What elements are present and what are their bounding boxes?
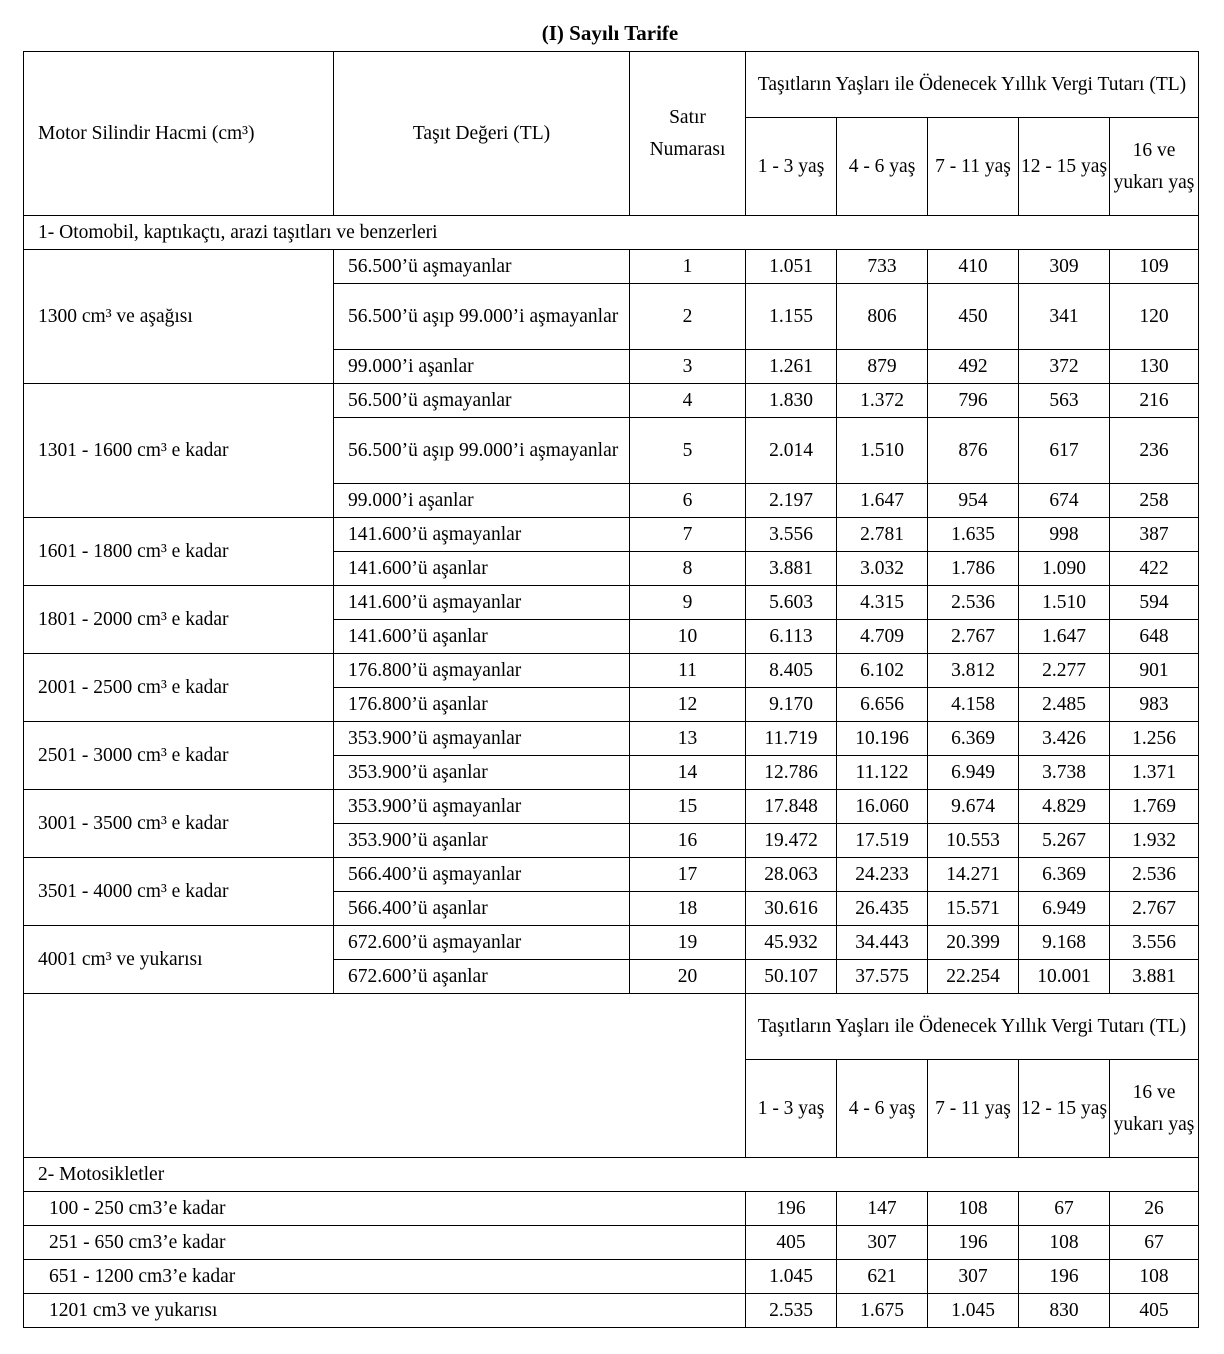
tax-cell: 14.271 — [928, 858, 1019, 892]
tax-cell: 617 — [1019, 418, 1110, 484]
tax-cell: 1.510 — [837, 418, 928, 484]
tax-cell: 108 — [1019, 1226, 1110, 1260]
tax-cell: 1.635 — [928, 518, 1019, 552]
tax-cell: 621 — [837, 1260, 928, 1294]
engine-cell: 1201 cm3 ve yukarısı — [24, 1294, 746, 1328]
tax-cell: 24.233 — [837, 858, 928, 892]
tax-cell: 3.881 — [1110, 960, 1199, 994]
tax-cell: 4.315 — [837, 586, 928, 620]
header-age-4: 12 - 15 yaş — [1019, 118, 1110, 216]
tax-cell: 108 — [928, 1192, 1019, 1226]
row-number-cell: 16 — [630, 824, 746, 858]
tax-cell: 1.261 — [746, 350, 837, 384]
tax-cell: 10.001 — [1019, 960, 1110, 994]
value-cell: 141.600’ü aşmayanlar — [334, 518, 630, 552]
tax-cell: 806 — [837, 284, 928, 350]
tax-cell: 998 — [1019, 518, 1110, 552]
tax-cell: 2.767 — [1110, 892, 1199, 926]
row-number-cell: 2 — [630, 284, 746, 350]
tax-cell: 307 — [837, 1226, 928, 1260]
tax-cell: 236 — [1110, 418, 1199, 484]
row-number-cell: 15 — [630, 790, 746, 824]
header-age-3: 7 - 11 yaş — [928, 1060, 1019, 1158]
tax-cell: 1.830 — [746, 384, 837, 418]
tax-cell: 796 — [928, 384, 1019, 418]
tax-cell: 34.443 — [837, 926, 928, 960]
tax-cell: 2.535 — [746, 1294, 837, 1328]
tax-cell: 6.369 — [1019, 858, 1110, 892]
tax-cell: 1.371 — [1110, 756, 1199, 790]
value-cell: 99.000’i aşanlar — [334, 484, 630, 518]
value-cell: 353.900’ü aşmayanlar — [334, 790, 630, 824]
tax-cell: 2.536 — [928, 586, 1019, 620]
header-age-2: 4 - 6 yaş — [837, 118, 928, 216]
engine-cell: 1801 - 2000 cm³ e kadar — [24, 586, 334, 654]
section-2-title: 2- Motosikletler — [24, 1158, 1199, 1192]
blank-cell — [24, 994, 746, 1158]
value-cell: 353.900’ü aşanlar — [334, 756, 630, 790]
tax-cell: 196 — [1019, 1260, 1110, 1294]
engine-cell: 651 - 1200 cm3’e kadar — [24, 1260, 746, 1294]
tax-cell: 1.090 — [1019, 552, 1110, 586]
tax-cell: 9.170 — [746, 688, 837, 722]
tax-cell: 372 — [1019, 350, 1110, 384]
row-number-cell: 20 — [630, 960, 746, 994]
engine-cell: 1601 - 1800 cm³ e kadar — [24, 518, 334, 586]
header-ages-group: Taşıtların Yaşları ile Ödenecek Yıllık Vergi Tutarı (TL) — [746, 52, 1199, 118]
tax-cell: 954 — [928, 484, 1019, 518]
header-value: Taşıt Değeri (TL) — [334, 52, 630, 216]
tax-cell: 3.032 — [837, 552, 928, 586]
tax-cell: 4.829 — [1019, 790, 1110, 824]
tax-cell: 120 — [1110, 284, 1199, 350]
tax-cell: 26 — [1110, 1192, 1199, 1226]
tax-cell: 11.719 — [746, 722, 837, 756]
tax-cell: 6.656 — [837, 688, 928, 722]
value-cell: 672.600’ü aşmayanlar — [334, 926, 630, 960]
tax-cell: 2.485 — [1019, 688, 1110, 722]
row-number-cell: 9 — [630, 586, 746, 620]
row-number-cell: 14 — [630, 756, 746, 790]
tax-cell: 5.267 — [1019, 824, 1110, 858]
table-row — [24, 384, 1199, 418]
row-number-cell: 11 — [630, 654, 746, 688]
row-number-cell: 8 — [630, 552, 746, 586]
tax-cell: 196 — [746, 1192, 837, 1226]
value-cell: 99.000’i aşanlar — [334, 350, 630, 384]
page-title: (I) Sayılı Tarife — [541, 21, 679, 45]
header-row-number: Satır Numarası — [630, 52, 746, 216]
tax-cell: 876 — [928, 418, 1019, 484]
tax-cell: 30.616 — [746, 892, 837, 926]
table-row — [24, 926, 1199, 960]
tax-cell: 733 — [837, 250, 928, 284]
section-title-row — [24, 216, 1199, 250]
tax-cell: 258 — [1110, 484, 1199, 518]
tax-cell: 28.063 — [746, 858, 837, 892]
row-number-cell: 12 — [630, 688, 746, 722]
engine-cell: 2001 - 2500 cm³ e kadar — [24, 654, 334, 722]
engine-cell: 100 - 250 cm3’e kadar — [24, 1192, 746, 1226]
engine-cell: 2501 - 3000 cm³ e kadar — [24, 722, 334, 790]
tax-cell: 341 — [1019, 284, 1110, 350]
tax-cell: 3.881 — [746, 552, 837, 586]
tax-cell: 1.647 — [837, 484, 928, 518]
header-age-5: 16 ve yukarı yaş — [1110, 118, 1199, 216]
value-cell: 353.900’ü aşmayanlar — [334, 722, 630, 756]
tax-cell: 1.155 — [746, 284, 837, 350]
tax-cell: 9.168 — [1019, 926, 1110, 960]
tax-cell: 2.781 — [837, 518, 928, 552]
header-row — [24, 52, 1199, 118]
value-cell: 353.900’ü aşanlar — [334, 824, 630, 858]
engine-cell: 4001 cm³ ve yukarısı — [24, 926, 334, 994]
tax-cell: 405 — [1110, 1294, 1199, 1328]
section-title-row — [24, 1158, 1199, 1192]
tax-cell: 50.107 — [746, 960, 837, 994]
tax-cell: 216 — [1110, 384, 1199, 418]
tax-cell: 6.369 — [928, 722, 1019, 756]
tax-cell: 108 — [1110, 1260, 1199, 1294]
row-number-cell: 13 — [630, 722, 746, 756]
header-motor: Motor Silindir Hacmi (cm³) — [24, 52, 334, 216]
tax-cell: 2.277 — [1019, 654, 1110, 688]
row-number-cell: 18 — [630, 892, 746, 926]
header-row — [24, 994, 1199, 1060]
tax-cell: 196 — [928, 1226, 1019, 1260]
tax-cell: 1.510 — [1019, 586, 1110, 620]
tax-cell: 45.932 — [746, 926, 837, 960]
tax-cell: 6.113 — [746, 620, 837, 654]
tax-cell: 26.435 — [837, 892, 928, 926]
tax-cell: 1.372 — [837, 384, 928, 418]
tax-cell: 2.014 — [746, 418, 837, 484]
table-row — [24, 858, 1199, 892]
tax-cell: 17.519 — [837, 824, 928, 858]
tax-cell: 1.256 — [1110, 722, 1199, 756]
tax-cell: 1.675 — [837, 1294, 928, 1328]
header-age-3: 7 - 11 yaş — [928, 118, 1019, 216]
value-cell: 141.600’ü aşanlar — [334, 620, 630, 654]
engine-cell: 1300 cm³ ve aşağısı — [24, 250, 334, 384]
tax-cell: 8.405 — [746, 654, 837, 688]
engine-cell: 3501 - 4000 cm³ e kadar — [24, 858, 334, 926]
tax-cell: 1.769 — [1110, 790, 1199, 824]
header-age-1: 1 - 3 yaş — [746, 118, 837, 216]
table-row — [24, 654, 1199, 688]
tax-cell: 387 — [1110, 518, 1199, 552]
tax-cell: 648 — [1110, 620, 1199, 654]
tax-cell: 983 — [1110, 688, 1199, 722]
tax-cell: 2.536 — [1110, 858, 1199, 892]
tax-cell: 1.786 — [928, 552, 1019, 586]
tax-cell: 5.603 — [746, 586, 837, 620]
value-cell: 176.800’ü aşmayanlar — [334, 654, 630, 688]
tax-cell: 15.571 — [928, 892, 1019, 926]
header-ages-group: Taşıtların Yaşları ile Ödenecek Yıllık Vergi Tutarı (TL) — [746, 994, 1199, 1060]
row-number-cell: 10 — [630, 620, 746, 654]
tax-cell: 6.949 — [928, 756, 1019, 790]
tax-table — [23, 51, 1199, 1328]
tax-cell: 1.647 — [1019, 620, 1110, 654]
table-row — [24, 790, 1199, 824]
tax-table-body — [24, 52, 1199, 1328]
tax-cell: 4.709 — [837, 620, 928, 654]
tax-cell: 901 — [1110, 654, 1199, 688]
tax-cell: 3.426 — [1019, 722, 1110, 756]
tax-cell: 16.060 — [837, 790, 928, 824]
tax-cell: 12.786 — [746, 756, 837, 790]
row-number-cell: 5 — [630, 418, 746, 484]
row-number-cell: 19 — [630, 926, 746, 960]
tax-cell: 450 — [928, 284, 1019, 350]
tax-cell: 405 — [746, 1226, 837, 1260]
tax-cell: 67 — [1019, 1192, 1110, 1226]
tax-cell: 879 — [837, 350, 928, 384]
tax-cell: 109 — [1110, 250, 1199, 284]
value-cell: 56.500’ü aşıp 99.000’i aşmayanlar — [334, 284, 630, 350]
section-1-title: 1- Otomobil, kaptıkaçtı, arazi taşıtları ve benzerleri — [24, 216, 1199, 250]
row-number-cell: 17 — [630, 858, 746, 892]
value-cell: 141.600’ü aşmayanlar — [334, 586, 630, 620]
tax-cell: 147 — [837, 1192, 928, 1226]
tax-cell: 19.472 — [746, 824, 837, 858]
tax-cell: 594 — [1110, 586, 1199, 620]
tax-cell: 4.158 — [928, 688, 1019, 722]
engine-cell: 251 - 650 cm3’e kadar — [24, 1226, 746, 1260]
tax-cell: 37.575 — [837, 960, 928, 994]
tax-cell: 3.738 — [1019, 756, 1110, 790]
tax-cell: 563 — [1019, 384, 1110, 418]
header-age-4: 12 - 15 yaş — [1019, 1060, 1110, 1158]
tax-cell: 309 — [1019, 250, 1110, 284]
value-cell: 672.600’ü aşanlar — [334, 960, 630, 994]
tax-cell: 20.399 — [928, 926, 1019, 960]
tax-cell: 6.949 — [1019, 892, 1110, 926]
tax-cell: 674 — [1019, 484, 1110, 518]
tax-cell: 3.556 — [1110, 926, 1199, 960]
table-row — [24, 1260, 1199, 1294]
tax-cell: 2.197 — [746, 484, 837, 518]
tax-cell: 3.556 — [746, 518, 837, 552]
value-cell: 566.400’ü aşanlar — [334, 892, 630, 926]
table-row — [24, 518, 1199, 552]
tax-cell: 6.102 — [837, 654, 928, 688]
tax-cell: 410 — [928, 250, 1019, 284]
tax-cell: 2.767 — [928, 620, 1019, 654]
header-age-5: 16 ve yukarı yaş — [1110, 1060, 1199, 1158]
tax-cell: 1.051 — [746, 250, 837, 284]
row-number-cell: 1 — [630, 250, 746, 284]
tax-cell: 10.553 — [928, 824, 1019, 858]
tax-cell: 130 — [1110, 350, 1199, 384]
tax-cell: 422 — [1110, 552, 1199, 586]
table-row — [24, 722, 1199, 756]
table-row — [24, 1192, 1199, 1226]
row-number-cell: 6 — [630, 484, 746, 518]
tax-cell: 17.848 — [746, 790, 837, 824]
table-row — [24, 250, 1199, 284]
tax-cell: 11.122 — [837, 756, 928, 790]
header-age-2: 4 - 6 yaş — [837, 1060, 928, 1158]
tax-cell: 1.932 — [1110, 824, 1199, 858]
value-cell: 141.600’ü aşanlar — [334, 552, 630, 586]
tax-cell: 10.196 — [837, 722, 928, 756]
row-number-cell: 4 — [630, 384, 746, 418]
row-number-cell: 3 — [630, 350, 746, 384]
value-cell: 566.400’ü aşmayanlar — [334, 858, 630, 892]
engine-cell: 3001 - 3500 cm³ e kadar — [24, 790, 334, 858]
table-row — [24, 1226, 1199, 1260]
tax-cell: 22.254 — [928, 960, 1019, 994]
table-row — [24, 1294, 1199, 1328]
value-cell: 176.800’ü aşanlar — [334, 688, 630, 722]
tax-cell: 492 — [928, 350, 1019, 384]
header-age-1: 1 - 3 yaş — [746, 1060, 837, 1158]
value-cell: 56.500’ü aşmayanlar — [334, 250, 630, 284]
tax-cell: 3.812 — [928, 654, 1019, 688]
engine-cell: 1301 - 1600 cm³ e kadar — [24, 384, 334, 518]
tax-cell: 1.045 — [928, 1294, 1019, 1328]
row-number-cell: 7 — [630, 518, 746, 552]
table-row — [24, 586, 1199, 620]
value-cell: 56.500’ü aşıp 99.000’i aşmayanlar — [334, 418, 630, 484]
tax-cell: 67 — [1110, 1226, 1199, 1260]
value-cell: 56.500’ü aşmayanlar — [334, 384, 630, 418]
tax-cell: 307 — [928, 1260, 1019, 1294]
tax-cell: 1.045 — [746, 1260, 837, 1294]
tax-cell: 9.674 — [928, 790, 1019, 824]
tax-cell: 830 — [1019, 1294, 1110, 1328]
